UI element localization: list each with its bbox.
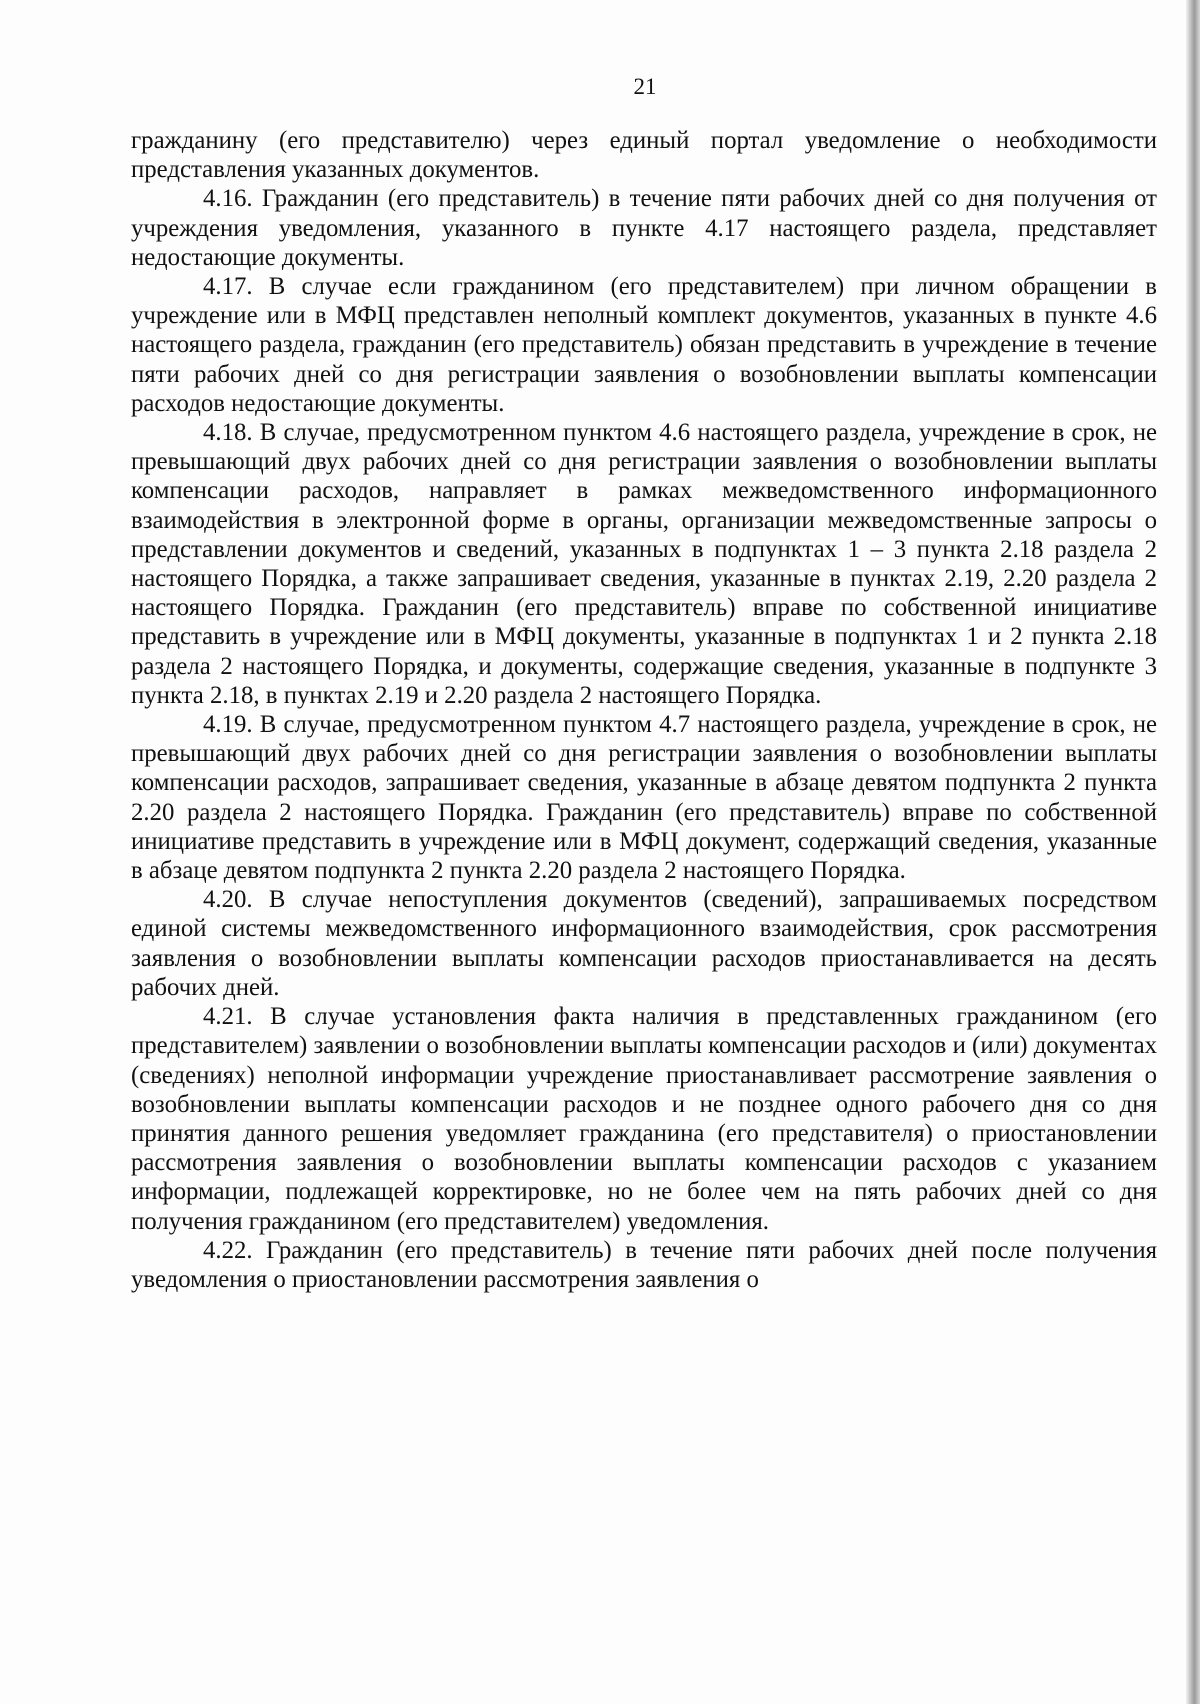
paragraph-4-16: 4.16. Гражданин (его представитель) в течение пяти рабочих дней со дня получения от учреждения уведомления, указанного в пункте 4.17 настоящего раздела, представляет недостающие документы. <box>131 185 1157 271</box>
paragraph-4-19: 4.19. В случае, предусмотренном пунктом 4.7 настоящего раздела, учреждение в срок, не превышающий двух рабочих дней со дня регистрации заявления о возобновлении выплаты компенсации расходов, запрашивает сведения, указанные в абзаце девятом подпункта 2 пункта 2.20 раздела 2 настоящего Порядка. Гражданин (его представитель) вправе по собственной инициативе представить в учреждение или в МФЦ документ, содержащий сведения, указанные в абзаце девятом подпункта 2 пункта 2.20 раздела 2 настоящего Порядка. <box>131 711 1157 885</box>
paragraph-4-22: 4.22. Гражданин (его представитель) в течение пяти рабочих дней после получения уведомления о приостановлении рассмотрения заявления о <box>131 1236 1157 1293</box>
paragraph-4-20: 4.20. В случае непоступления документов (сведений), запрашиваемых посредством единой системы межведомственного информационного взаимодействия, срок рассмотрения заявления о возобновлении выплаты компенсации расходов приостанавливается на десять рабочих дней. <box>131 886 1157 1001</box>
paragraph-continuation: гражданину (его представителю) через единый портал уведомление о необходимости представления указанных документов. <box>131 127 1157 184</box>
paragraph-4-21: 4.21. В случае установления факта наличия в представленных гражданином (его представителем) заявлении о возобновлении выплаты компенсации расходов и (или) документах (сведениях) неполной информации учреждение приостанавливает рассмотрение заявления о возобновлении выплаты компенсации расходов и не позднее одного рабочего дня со дня принятия данного решения уведомляет гражданина (его представителя) о приостановлении рассмотрения заявления о возобновлении выплаты компенсации расходов с указанием информации, подлежащей корректировке, но не более чем на пять рабочих дней со дня получения гражданином (его представителем) уведомления. <box>131 1003 1157 1235</box>
document-body <box>131 126 1157 1294</box>
paragraph-4-17: 4.17. В случае если гражданином (его представителем) при личном обращении в учреждение или в МФЦ представлен неполный комплект документов, указанных в пункте 4.6 настоящего раздела, гражданин (его представитель) обязан представить в учреждение в течение пяти рабочих дней со дня регистрации заявления о возобновлении выплаты компенсации расходов недостающие документы. <box>131 273 1157 417</box>
page-number: 21 <box>633 74 657 99</box>
paragraph-4-18: 4.18. В случае, предусмотренном пунктом 4.6 настоящего раздела, учреждение в срок, не превышающий двух рабочих дней со дня регистрации заявления о возобновлении выплаты компенсации расходов, направляет в рамках межведомственного информационного взаимодействия в электронной форме в органы, организации межведомственные запросы о представлении документов и сведений, указанных в подпунктах 1 – 3 пункта 2.18 раздела 2 настоящего Порядка, а также запрашивает сведения, указанные в пунктах 2.19, 2.20 раздела 2 настоящего Порядка. Гражданин (его представитель) вправе по собственной инициативе представить в учреждение или в МФЦ документы, указанные в подпунктах 1 и 2 пункта 2.18 раздела 2 настоящего Порядка, и документы, содержащие сведения, указанные в подпункте 3 пункта 2.18, в пунктах 2.19 и 2.20 раздела 2 настоящего Порядка. <box>131 419 1157 709</box>
page-edge-shadow <box>1186 0 1200 1704</box>
